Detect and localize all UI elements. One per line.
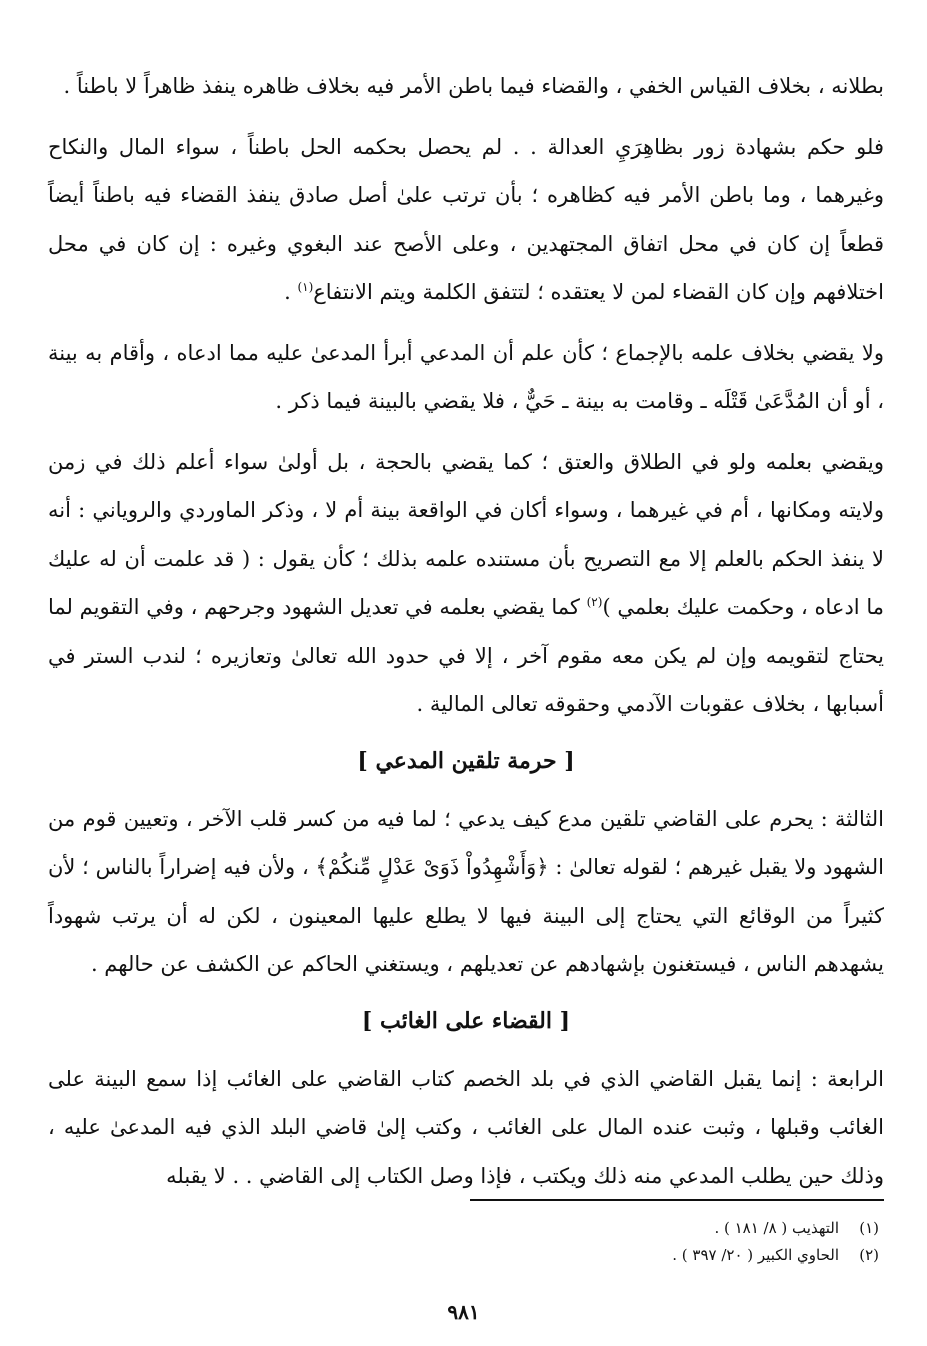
footnotes: [279, 1215, 879, 1269]
footnote-text: التهذيب ( ٨/ ١٨١ ) .: [714, 1219, 839, 1237]
footnote-divider: [470, 1199, 884, 1201]
section-heading-ghaib: [ القضاء على الغائب ]: [361, 1007, 571, 1034]
footnote-number: (٢): [859, 1246, 879, 1264]
paragraph-3: ولا يقضي بخلاف علمه بالإجماع ؛ كأن علم أن المدعي أبرأ المدعىٰ عليه مما ادعاه ، وأقام به بينة ، أو أن المُدَّعَىٰ قَتْلَه ـ وقامت به بينة ـ حَيٌّ ، فلا يقضي بالبينة فيما ذكر .: [48, 340, 884, 413]
section-heading-talqin: [ حرمة تلقين المدعي ]: [357, 747, 575, 774]
footnote-ref-1[interactable]: (١): [297, 280, 314, 294]
paragraph-section-talqin: الثالثة : يحرم على القاضي تلقين مدع كيف يدعي ؛ لما فيه من كسر قلب الآخر ، وتعيين قوم من الشهود ولا يقبل غيرهم ؛ لقوله تعالىٰ : ﴿وَأَشْهِدُواْ ذَوَىْ عَدْلٍ مِّنكُمْ﴾ ، ولأن فيه إضراراً بالناس ؛ لأن كثيراً من الوقائع التي يحتاج إلى البينة فيها لا يطلع عليها المعينون ، لكن له أن يرتب شهوداً يشهدهم الناس ، فيستغنون بإشهادهم عن تعديلهم ، ويستغني الحاكم عن الكشف عن حالهم .: [48, 806, 884, 976]
footnote-ref-2[interactable]: (٢): [586, 595, 603, 609]
footnote-item: [279, 1215, 879, 1242]
paragraph-section-ghaib: الرابعة : إنما يقبل القاضي الذي في بلد الخصم كتاب القاضي على الغائب إذا سمع البينة على الغائب وقبلها ، وثبت عنده المال على الغائب ، وكتب إلىٰ قاضي البلد الذي فيه المدعىٰ عليه ، وذلك حين يطلب المدعي منه ذلك ويكتب ، فإذا وصل الكتاب إلى القاضي . . لا يقبله: [48, 1066, 884, 1188]
paragraph-4: [48, 438, 884, 729]
footnote-item: [279, 1242, 879, 1269]
paragraph-1: بطلانه ، بخلاف القياس الخفي ، والقضاء فيما باطن الأمر فيه بخلاف ظاهره ينفذ ظاهراً لا باطناً .: [63, 74, 884, 98]
paragraph-4-text: ويقضي بعلمه ولو في الطلاق والعتق ؛ كما يقضي بالحجة ، بل أولىٰ سواء أعلم ذلك في زمن ولايته ومكانها ، أم في غيرهما ، وسواء أكان في الواقعة بينة أم لا ، وذكر الماوردي والروياني : أنه لا ينفذ الحكم بالعلم إلا مع التصريح بأن مستنده علمه بذلك ؛ كأن يقول : ( قد علمت أن له عليك ما ادعاه ، وحكمت عليك بعلمي ): [48, 449, 885, 619]
paragraph-2: [48, 123, 884, 317]
page-number: ٩٨١: [447, 1300, 480, 1324]
paragraph-2-text: فلو حكم بشهادة زور بظاهِرَيِ العدالة . . لم يحصل بحكمه الحل باطناً ، سواء المال والنكاح وغيرهما ، وما باطن الأمر فيه كظاهره ؛ بأن ترتب علىٰ أصل صادق ينفذ القضاء فيه باطناً أيضاً قطعاً إن كان في محل اتفاق المجتهدين ، وعلى الأصح عند البغوي وغيره : إن كان في محل اختلافهم وإن كان القضاء لمن لا يعتقده ؛ لتتفق الكلمة ويتم الانتفاع: [48, 134, 884, 304]
footnote-number: (١): [859, 1219, 879, 1237]
footnote-text: الحاوي الكبير ( ٢٠/ ٣٩٧ ) .: [672, 1246, 839, 1264]
page-body: [48, 62, 884, 1212]
paragraph-2-end: .: [284, 280, 298, 304]
paragraph-4-end: كما يقضي بعلمه في تعديل الشهود وجرحهم ، وفي التقويم لما يحتاج لتقويمه وإن لم يكن معه مقوم آخر ، إلا في حدود الله تعالىٰ وتعازيره ؛ لندب الستر في أسبابها ، بخلاف عقوبات الآدمي وحقوقه تعالى المالية .: [48, 595, 884, 716]
